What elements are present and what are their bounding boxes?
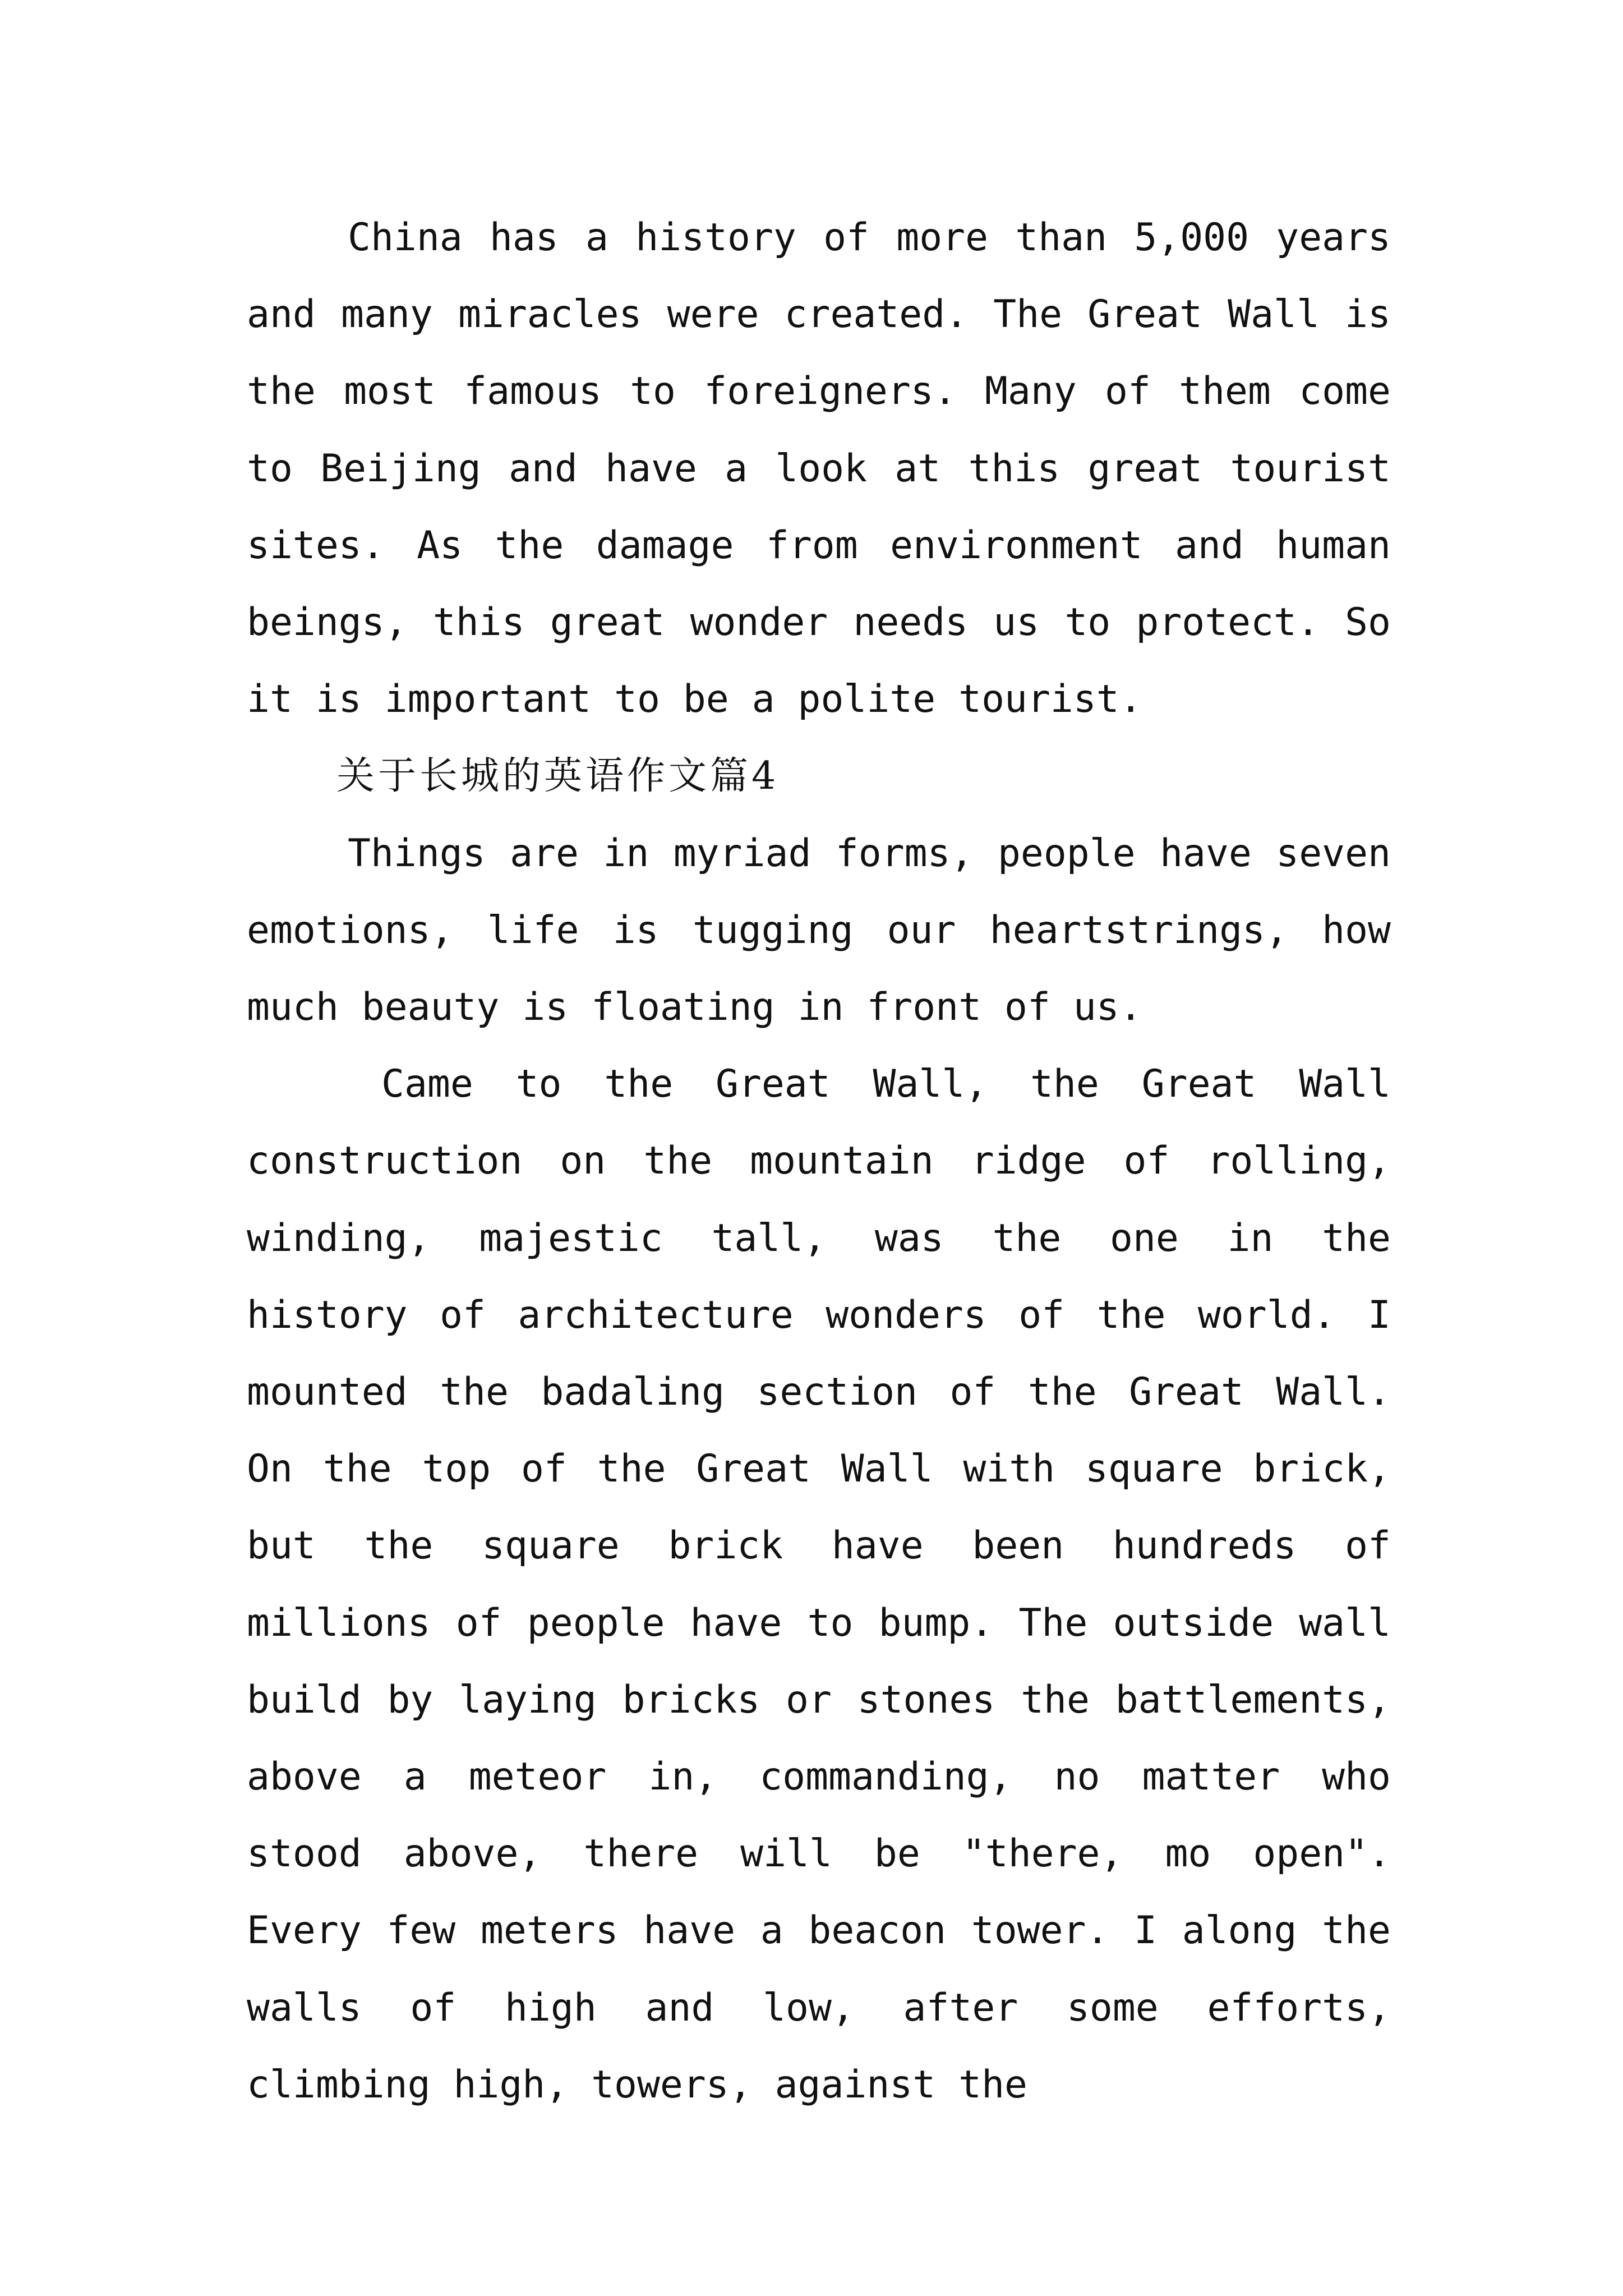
document-page: [247, 199, 1391, 2123]
essay-section-heading: 关于长城的英语作文篇4: [336, 754, 780, 799]
paragraph-myriad-forms: Things are in myriad forms, people have seven emotions, life is tugging our heartstrings, how much beauty is floating in front of us.: [247, 831, 1391, 1030]
paragraph-great-wall-history: China has a history of more than 5,000 years and many miracles were created. The Great Wall is the most famous to foreigners. Many of them come to Beijing and have a look at this great tourist sites. As the damage from environment and human beings, this great wonder needs us to protect. So it is important to be a polite tourist.: [247, 215, 1391, 722]
paragraph-came-to-great-wall: Came to the Great Wall, the Great Wall construction on the mountain ridge of rolling, winding, majestic tall, was the one in the history of architecture wonders of the world. I mounted the badaling section of the Great Wall. On the top of the Great Wall with square brick, but the square brick have been hundreds of millions of people have to bump. The outside wall build by laying bricks or stones the battlements, above a meteor in, commanding, no matter who stood above, there will be "there, mo open". Every few meters have a beacon tower. I along the walls of high and low, after some efforts, climbing high, towers, against the: [247, 1062, 1391, 2107]
